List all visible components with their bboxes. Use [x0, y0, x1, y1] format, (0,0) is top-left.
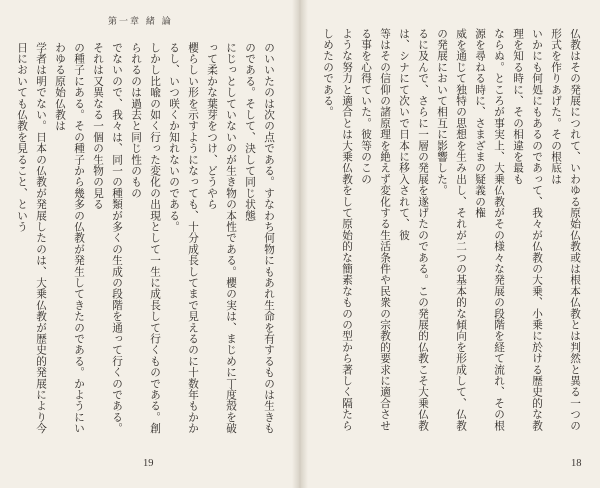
text-column: でないので、我々は、同一の種類が多くの生成の段階を通って行くのである。それは又異なる一個の生物の見る: [92, 42, 123, 434]
running-header: 第一章 緒 論: [108, 17, 173, 27]
text-column: ならぬ。ところが事実上、大乗仏教がその様々な発展の段階を経て流れ、その根源を尋ねる時に、さまざまの疑義の権: [474, 28, 505, 432]
page-number: 18: [571, 458, 582, 469]
text-column: 仏教はその発展につれて、いわゆる原始仏教或は根本仏教とは判然と異る一つの形式を作りあげた。その根底は: [550, 28, 581, 432]
text-column: しかし比喩の如く行った変化の出現として一生に成長して行くものである。創られるのは過去と同じ性のもの: [130, 42, 161, 434]
right-page: [304, 0, 600, 488]
text-column: 櫻らしい形を示すようになっても、十分成長してまで見えるのに十数年もかかるし、いつ咲くか知れないのである。: [168, 42, 199, 434]
text-column: のいいたのは次の点である。すなわち何物にもあれ生命を有するものは生きものである。そして、決して同じ状態: [244, 42, 275, 434]
text-column: ような努力と適合とは大乗仏教をして原始的な簡素なものの型から著しく隔たらしめたのである。: [322, 28, 353, 432]
page-number: 19: [143, 458, 154, 469]
text-column: 学者は明でない。日本の仏教が発展したのは、大乗仏教が歴史的発展により今日においても仏教を見ること、という: [16, 42, 47, 434]
left-page-body: [16, 42, 278, 438]
text-column: の種子にある。その種子から幾多の仏教が発生してきたのである。かようにいわゆる原始仏教は: [54, 42, 85, 434]
text-column: 威を通じて独特の思想を生み出し、それが二つの基本的な傾向を形成して、仏教の発展において相互に影響した。: [436, 28, 467, 432]
left-page: [0, 0, 296, 488]
text-column: いかにも何処にもあるのであって、我々が仏教の大乗、小乗に於ける歴史的な教理を知る時に、その相違を最も: [512, 28, 543, 432]
text-column: 等はその信仰の諸原理を絶えず変化する生活条件や民衆の宗教的要求に適合させる事を心得ていた。彼等のこの: [360, 28, 391, 432]
text-column: にじっとしていないのが生き物の本性である。櫻の実は、まじめに丁度殻を破って柔かな葉芽をつけ、どうやら: [206, 42, 237, 434]
text-column: るに及んで、さらに一層の発展を遂げたのである。この発展的仏教こそ大乗仏教は、シナにて次いで日本に移入されて、彼: [398, 28, 429, 432]
book-gutter: [292, 0, 308, 488]
right-page-body: [320, 28, 584, 438]
